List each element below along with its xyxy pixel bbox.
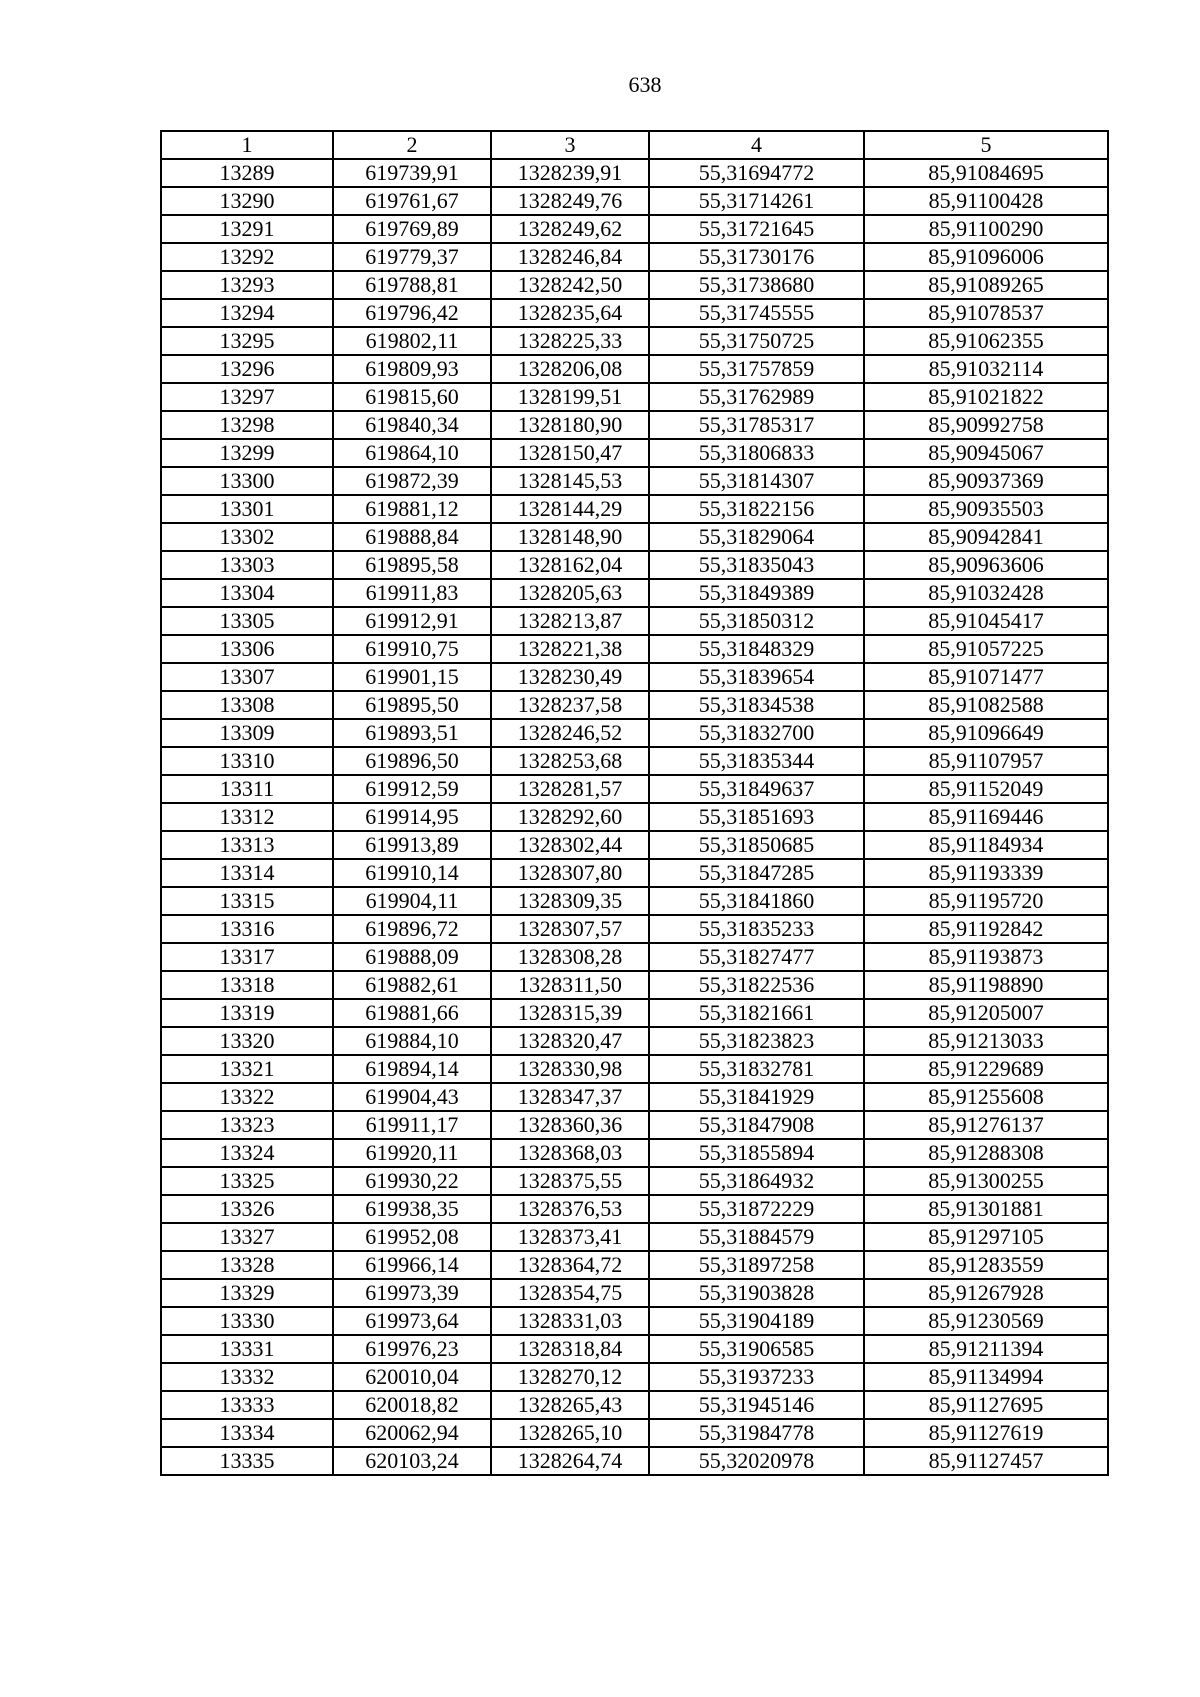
y-coordinate-cell: 1328239,91 xyxy=(491,159,649,187)
point-number-cell: 13332 xyxy=(161,1363,333,1391)
latitude-cell: 55,31851693 xyxy=(649,803,864,831)
x-coordinate-cell: 619911,83 xyxy=(333,579,491,607)
y-coordinate-cell: 1328347,37 xyxy=(491,1083,649,1111)
y-coordinate-cell: 1328237,58 xyxy=(491,691,649,719)
table-row xyxy=(161,691,1108,719)
y-coordinate-cell: 1328375,55 xyxy=(491,1167,649,1195)
table-row xyxy=(161,271,1108,299)
x-coordinate-cell: 619888,09 xyxy=(333,943,491,971)
table-row xyxy=(161,1139,1108,1167)
table-row xyxy=(161,1447,1108,1475)
longitude-cell: 85,91096006 xyxy=(864,243,1108,271)
y-coordinate-cell: 1328292,60 xyxy=(491,803,649,831)
y-coordinate-cell: 1328354,75 xyxy=(491,1279,649,1307)
latitude-cell: 55,31839654 xyxy=(649,663,864,691)
table-row xyxy=(161,439,1108,467)
longitude-cell: 85,91276137 xyxy=(864,1111,1108,1139)
latitude-cell: 55,31785317 xyxy=(649,411,864,439)
y-coordinate-cell: 1328180,90 xyxy=(491,411,649,439)
point-number-cell: 13327 xyxy=(161,1223,333,1251)
point-number-cell: 13295 xyxy=(161,327,333,355)
latitude-cell: 55,31847285 xyxy=(649,859,864,887)
table-row xyxy=(161,775,1108,803)
latitude-cell: 55,31832700 xyxy=(649,719,864,747)
table-row xyxy=(161,383,1108,411)
longitude-cell: 85,91127695 xyxy=(864,1391,1108,1419)
longitude-cell: 85,91230569 xyxy=(864,1307,1108,1335)
latitude-cell: 55,31806833 xyxy=(649,439,864,467)
longitude-cell: 85,90992758 xyxy=(864,411,1108,439)
latitude-cell: 55,31849389 xyxy=(649,579,864,607)
y-coordinate-cell: 1328281,57 xyxy=(491,775,649,803)
x-coordinate-cell: 619888,84 xyxy=(333,523,491,551)
longitude-cell: 85,91283559 xyxy=(864,1251,1108,1279)
y-coordinate-cell: 1328162,04 xyxy=(491,551,649,579)
column-header-1: 1 xyxy=(161,131,333,159)
point-number-cell: 13293 xyxy=(161,271,333,299)
latitude-cell: 55,31694772 xyxy=(649,159,864,187)
latitude-cell: 55,31827477 xyxy=(649,943,864,971)
table-row xyxy=(161,803,1108,831)
latitude-cell: 55,31821661 xyxy=(649,999,864,1027)
longitude-cell: 85,91267928 xyxy=(864,1279,1108,1307)
latitude-cell: 55,31730176 xyxy=(649,243,864,271)
table-row xyxy=(161,327,1108,355)
y-coordinate-cell: 1328265,43 xyxy=(491,1391,649,1419)
longitude-cell: 85,91062355 xyxy=(864,327,1108,355)
y-coordinate-cell: 1328320,47 xyxy=(491,1027,649,1055)
latitude-cell: 55,31714261 xyxy=(649,187,864,215)
point-number-cell: 13330 xyxy=(161,1307,333,1335)
y-coordinate-cell: 1328309,35 xyxy=(491,887,649,915)
x-coordinate-cell: 619976,23 xyxy=(333,1335,491,1363)
point-number-cell: 13329 xyxy=(161,1279,333,1307)
x-coordinate-cell: 619966,14 xyxy=(333,1251,491,1279)
x-coordinate-cell: 619739,91 xyxy=(333,159,491,187)
latitude-cell: 55,31835233 xyxy=(649,915,864,943)
point-number-cell: 13309 xyxy=(161,719,333,747)
y-coordinate-cell: 1328373,41 xyxy=(491,1223,649,1251)
point-number-cell: 13303 xyxy=(161,551,333,579)
point-number-cell: 13314 xyxy=(161,859,333,887)
point-number-cell: 13290 xyxy=(161,187,333,215)
point-number-cell: 13323 xyxy=(161,1111,333,1139)
x-coordinate-cell: 619914,95 xyxy=(333,803,491,831)
y-coordinate-cell: 1328364,72 xyxy=(491,1251,649,1279)
table-row xyxy=(161,1335,1108,1363)
y-coordinate-cell: 1328230,49 xyxy=(491,663,649,691)
longitude-cell: 85,90935503 xyxy=(864,495,1108,523)
point-number-cell: 13307 xyxy=(161,663,333,691)
y-coordinate-cell: 1328264,74 xyxy=(491,1447,649,1475)
x-coordinate-cell: 619930,22 xyxy=(333,1167,491,1195)
y-coordinate-cell: 1328199,51 xyxy=(491,383,649,411)
table-row xyxy=(161,159,1108,187)
x-coordinate-cell: 619910,14 xyxy=(333,859,491,887)
latitude-cell: 55,31738680 xyxy=(649,271,864,299)
longitude-cell: 85,91211394 xyxy=(864,1335,1108,1363)
x-coordinate-cell: 619896,72 xyxy=(333,915,491,943)
point-number-cell: 13304 xyxy=(161,579,333,607)
longitude-cell: 85,91152049 xyxy=(864,775,1108,803)
table-row xyxy=(161,747,1108,775)
point-number-cell: 13312 xyxy=(161,803,333,831)
table-row xyxy=(161,467,1108,495)
x-coordinate-cell: 619911,17 xyxy=(333,1111,491,1139)
table-row xyxy=(161,999,1108,1027)
x-coordinate-cell: 619904,43 xyxy=(333,1083,491,1111)
table-row xyxy=(161,831,1108,859)
longitude-cell: 85,91107957 xyxy=(864,747,1108,775)
point-number-cell: 13311 xyxy=(161,775,333,803)
x-coordinate-cell: 619769,89 xyxy=(333,215,491,243)
point-number-cell: 13298 xyxy=(161,411,333,439)
longitude-cell: 85,91229689 xyxy=(864,1055,1108,1083)
y-coordinate-cell: 1328253,68 xyxy=(491,747,649,775)
latitude-cell: 55,31872229 xyxy=(649,1195,864,1223)
longitude-cell: 85,91205007 xyxy=(864,999,1108,1027)
point-number-cell: 13321 xyxy=(161,1055,333,1083)
longitude-cell: 85,90945067 xyxy=(864,439,1108,467)
y-coordinate-cell: 1328311,50 xyxy=(491,971,649,999)
table-row xyxy=(161,579,1108,607)
column-header-3: 3 xyxy=(491,131,649,159)
y-coordinate-cell: 1328246,84 xyxy=(491,243,649,271)
latitude-cell: 55,31847908 xyxy=(649,1111,864,1139)
x-coordinate-cell: 619896,50 xyxy=(333,747,491,775)
table-row xyxy=(161,1307,1108,1335)
y-coordinate-cell: 1328360,36 xyxy=(491,1111,649,1139)
latitude-cell: 55,31750725 xyxy=(649,327,864,355)
table-row xyxy=(161,355,1108,383)
x-coordinate-cell: 619796,42 xyxy=(333,299,491,327)
table-row xyxy=(161,915,1108,943)
longitude-cell: 85,91169446 xyxy=(864,803,1108,831)
x-coordinate-cell: 619840,34 xyxy=(333,411,491,439)
point-number-cell: 13313 xyxy=(161,831,333,859)
latitude-cell: 55,31834538 xyxy=(649,691,864,719)
x-coordinate-cell: 619815,60 xyxy=(333,383,491,411)
point-number-cell: 13310 xyxy=(161,747,333,775)
table-row xyxy=(161,1363,1108,1391)
column-header-2: 2 xyxy=(333,131,491,159)
table-row xyxy=(161,495,1108,523)
longitude-cell: 85,91032428 xyxy=(864,579,1108,607)
point-number-cell: 13326 xyxy=(161,1195,333,1223)
point-number-cell: 13318 xyxy=(161,971,333,999)
point-number-cell: 13302 xyxy=(161,523,333,551)
latitude-cell: 55,31864932 xyxy=(649,1167,864,1195)
point-number-cell: 13315 xyxy=(161,887,333,915)
table-row xyxy=(161,187,1108,215)
latitude-cell: 55,31903828 xyxy=(649,1279,864,1307)
longitude-cell: 85,91300255 xyxy=(864,1167,1108,1195)
point-number-cell: 13306 xyxy=(161,635,333,663)
y-coordinate-cell: 1328249,76 xyxy=(491,187,649,215)
longitude-cell: 85,91082588 xyxy=(864,691,1108,719)
y-coordinate-cell: 1328318,84 xyxy=(491,1335,649,1363)
longitude-cell: 85,91198890 xyxy=(864,971,1108,999)
longitude-cell: 85,91213033 xyxy=(864,1027,1108,1055)
table-row xyxy=(161,551,1108,579)
latitude-cell: 55,31835344 xyxy=(649,747,864,775)
longitude-cell: 85,91195720 xyxy=(864,887,1108,915)
table-row xyxy=(161,1083,1108,1111)
point-number-cell: 13333 xyxy=(161,1391,333,1419)
x-coordinate-cell: 619938,35 xyxy=(333,1195,491,1223)
latitude-cell: 55,31855894 xyxy=(649,1139,864,1167)
x-coordinate-cell: 619809,93 xyxy=(333,355,491,383)
x-coordinate-cell: 619912,91 xyxy=(333,607,491,635)
point-number-cell: 13291 xyxy=(161,215,333,243)
table-row xyxy=(161,1419,1108,1447)
table-row xyxy=(161,523,1108,551)
x-coordinate-cell: 619761,67 xyxy=(333,187,491,215)
x-coordinate-cell: 620103,24 xyxy=(333,1447,491,1475)
y-coordinate-cell: 1328307,80 xyxy=(491,859,649,887)
x-coordinate-cell: 619895,58 xyxy=(333,551,491,579)
y-coordinate-cell: 1328213,87 xyxy=(491,607,649,635)
latitude-cell: 55,31841860 xyxy=(649,887,864,915)
longitude-cell: 85,91045417 xyxy=(864,607,1108,635)
latitude-cell: 55,31757859 xyxy=(649,355,864,383)
x-coordinate-cell: 619920,11 xyxy=(333,1139,491,1167)
latitude-cell: 55,32020978 xyxy=(649,1447,864,1475)
point-number-cell: 13328 xyxy=(161,1251,333,1279)
x-coordinate-cell: 619779,37 xyxy=(333,243,491,271)
point-number-cell: 13305 xyxy=(161,607,333,635)
y-coordinate-cell: 1328331,03 xyxy=(491,1307,649,1335)
longitude-cell: 85,90937369 xyxy=(864,467,1108,495)
y-coordinate-cell: 1328145,53 xyxy=(491,467,649,495)
x-coordinate-cell: 619973,39 xyxy=(333,1279,491,1307)
longitude-cell: 85,91021822 xyxy=(864,383,1108,411)
table-row xyxy=(161,215,1108,243)
x-coordinate-cell: 620018,82 xyxy=(333,1391,491,1419)
longitude-cell: 85,91193873 xyxy=(864,943,1108,971)
x-coordinate-cell: 619973,64 xyxy=(333,1307,491,1335)
table-row xyxy=(161,943,1108,971)
y-coordinate-cell: 1328249,62 xyxy=(491,215,649,243)
table-row xyxy=(161,859,1108,887)
point-number-cell: 13308 xyxy=(161,691,333,719)
longitude-cell: 85,91127457 xyxy=(864,1447,1108,1475)
longitude-cell: 85,91192842 xyxy=(864,915,1108,943)
table-row xyxy=(161,1111,1108,1139)
header-row xyxy=(161,131,1108,159)
page-number: 638 xyxy=(628,72,662,97)
longitude-cell: 85,91134994 xyxy=(864,1363,1108,1391)
latitude-cell: 55,31721645 xyxy=(649,215,864,243)
y-coordinate-cell: 1328246,52 xyxy=(491,719,649,747)
point-number-cell: 13331 xyxy=(161,1335,333,1363)
table-row xyxy=(161,1195,1108,1223)
longitude-cell: 85,91078537 xyxy=(864,299,1108,327)
x-coordinate-cell: 619912,59 xyxy=(333,775,491,803)
table-row xyxy=(161,1391,1108,1419)
latitude-cell: 55,31884579 xyxy=(649,1223,864,1251)
point-number-cell: 13296 xyxy=(161,355,333,383)
longitude-cell: 85,91193339 xyxy=(864,859,1108,887)
table-row xyxy=(161,1279,1108,1307)
x-coordinate-cell: 619895,50 xyxy=(333,691,491,719)
table-row xyxy=(161,1251,1108,1279)
point-number-cell: 13294 xyxy=(161,299,333,327)
y-coordinate-cell: 1328308,28 xyxy=(491,943,649,971)
point-number-cell: 13301 xyxy=(161,495,333,523)
y-coordinate-cell: 1328144,29 xyxy=(491,495,649,523)
longitude-cell: 85,91288308 xyxy=(864,1139,1108,1167)
x-coordinate-cell: 619882,61 xyxy=(333,971,491,999)
table-row xyxy=(161,243,1108,271)
y-coordinate-cell: 1328270,12 xyxy=(491,1363,649,1391)
x-coordinate-cell: 620062,94 xyxy=(333,1419,491,1447)
y-coordinate-cell: 1328205,63 xyxy=(491,579,649,607)
latitude-cell: 55,31822536 xyxy=(649,971,864,999)
y-coordinate-cell: 1328376,53 xyxy=(491,1195,649,1223)
table-row xyxy=(161,1223,1108,1251)
table-row xyxy=(161,887,1108,915)
table-row xyxy=(161,635,1108,663)
x-coordinate-cell: 619913,89 xyxy=(333,831,491,859)
point-number-cell: 13317 xyxy=(161,943,333,971)
x-coordinate-cell: 619872,39 xyxy=(333,467,491,495)
latitude-cell: 55,31835043 xyxy=(649,551,864,579)
x-coordinate-cell: 619881,12 xyxy=(333,495,491,523)
y-coordinate-cell: 1328206,08 xyxy=(491,355,649,383)
x-coordinate-cell: 619881,66 xyxy=(333,999,491,1027)
x-coordinate-cell: 619901,15 xyxy=(333,663,491,691)
x-coordinate-cell: 619884,10 xyxy=(333,1027,491,1055)
y-coordinate-cell: 1328265,10 xyxy=(491,1419,649,1447)
longitude-cell: 85,91301881 xyxy=(864,1195,1108,1223)
y-coordinate-cell: 1328330,98 xyxy=(491,1055,649,1083)
x-coordinate-cell: 619904,11 xyxy=(333,887,491,915)
y-coordinate-cell: 1328235,64 xyxy=(491,299,649,327)
point-number-cell: 13335 xyxy=(161,1447,333,1475)
x-coordinate-cell: 619802,11 xyxy=(333,327,491,355)
coordinates-table xyxy=(160,130,1109,1476)
x-coordinate-cell: 619910,75 xyxy=(333,635,491,663)
y-coordinate-cell: 1328150,47 xyxy=(491,439,649,467)
latitude-cell: 55,31850312 xyxy=(649,607,864,635)
table-row xyxy=(161,299,1108,327)
column-header-5: 5 xyxy=(864,131,1108,159)
point-number-cell: 13299 xyxy=(161,439,333,467)
longitude-cell: 85,90963606 xyxy=(864,551,1108,579)
latitude-cell: 55,31822156 xyxy=(649,495,864,523)
longitude-cell: 85,91127619 xyxy=(864,1419,1108,1447)
latitude-cell: 55,31906585 xyxy=(649,1335,864,1363)
longitude-cell: 85,91096649 xyxy=(864,719,1108,747)
latitude-cell: 55,31762989 xyxy=(649,383,864,411)
y-coordinate-cell: 1328242,50 xyxy=(491,271,649,299)
y-coordinate-cell: 1328148,90 xyxy=(491,523,649,551)
point-number-cell: 13325 xyxy=(161,1167,333,1195)
table-row xyxy=(161,1055,1108,1083)
latitude-cell: 55,31841929 xyxy=(649,1083,864,1111)
x-coordinate-cell: 619864,10 xyxy=(333,439,491,467)
longitude-cell: 85,91089265 xyxy=(864,271,1108,299)
x-coordinate-cell: 619952,08 xyxy=(333,1223,491,1251)
y-coordinate-cell: 1328315,39 xyxy=(491,999,649,1027)
point-number-cell: 13319 xyxy=(161,999,333,1027)
latitude-cell: 55,31945146 xyxy=(649,1391,864,1419)
table-row xyxy=(161,971,1108,999)
table-header xyxy=(161,131,1108,159)
point-number-cell: 13322 xyxy=(161,1083,333,1111)
point-number-cell: 13316 xyxy=(161,915,333,943)
point-number-cell: 13300 xyxy=(161,467,333,495)
point-number-cell: 13324 xyxy=(161,1139,333,1167)
x-coordinate-cell: 619788,81 xyxy=(333,271,491,299)
y-coordinate-cell: 1328368,03 xyxy=(491,1139,649,1167)
table-row xyxy=(161,1167,1108,1195)
longitude-cell: 85,91100290 xyxy=(864,215,1108,243)
latitude-cell: 55,31984778 xyxy=(649,1419,864,1447)
table-row xyxy=(161,1027,1108,1055)
longitude-cell: 85,91297105 xyxy=(864,1223,1108,1251)
point-number-cell: 13289 xyxy=(161,159,333,187)
y-coordinate-cell: 1328302,44 xyxy=(491,831,649,859)
longitude-cell: 85,91057225 xyxy=(864,635,1108,663)
x-coordinate-cell: 619893,51 xyxy=(333,719,491,747)
latitude-cell: 55,31849637 xyxy=(649,775,864,803)
latitude-cell: 55,31823823 xyxy=(649,1027,864,1055)
longitude-cell: 85,91032114 xyxy=(864,355,1108,383)
x-coordinate-cell: 620010,04 xyxy=(333,1363,491,1391)
latitude-cell: 55,31832781 xyxy=(649,1055,864,1083)
point-number-cell: 13320 xyxy=(161,1027,333,1055)
latitude-cell: 55,31814307 xyxy=(649,467,864,495)
table-row xyxy=(161,607,1108,635)
y-coordinate-cell: 1328307,57 xyxy=(491,915,649,943)
latitude-cell: 55,31937233 xyxy=(649,1363,864,1391)
column-header-4: 4 xyxy=(649,131,864,159)
latitude-cell: 55,31848329 xyxy=(649,635,864,663)
latitude-cell: 55,31904189 xyxy=(649,1307,864,1335)
table-row xyxy=(161,719,1108,747)
table-body xyxy=(161,159,1108,1475)
point-number-cell: 13292 xyxy=(161,243,333,271)
longitude-cell: 85,91184934 xyxy=(864,831,1108,859)
point-number-cell: 13334 xyxy=(161,1419,333,1447)
table-row xyxy=(161,411,1108,439)
latitude-cell: 55,31829064 xyxy=(649,523,864,551)
y-coordinate-cell: 1328221,38 xyxy=(491,635,649,663)
longitude-cell: 85,91084695 xyxy=(864,159,1108,187)
point-number-cell: 13297 xyxy=(161,383,333,411)
longitude-cell: 85,91255608 xyxy=(864,1083,1108,1111)
x-coordinate-cell: 619894,14 xyxy=(333,1055,491,1083)
table-row xyxy=(161,663,1108,691)
longitude-cell: 85,91100428 xyxy=(864,187,1108,215)
latitude-cell: 55,31897258 xyxy=(649,1251,864,1279)
longitude-cell: 85,91071477 xyxy=(864,663,1108,691)
y-coordinate-cell: 1328225,33 xyxy=(491,327,649,355)
latitude-cell: 55,31850685 xyxy=(649,831,864,859)
longitude-cell: 85,90942841 xyxy=(864,523,1108,551)
latitude-cell: 55,31745555 xyxy=(649,299,864,327)
